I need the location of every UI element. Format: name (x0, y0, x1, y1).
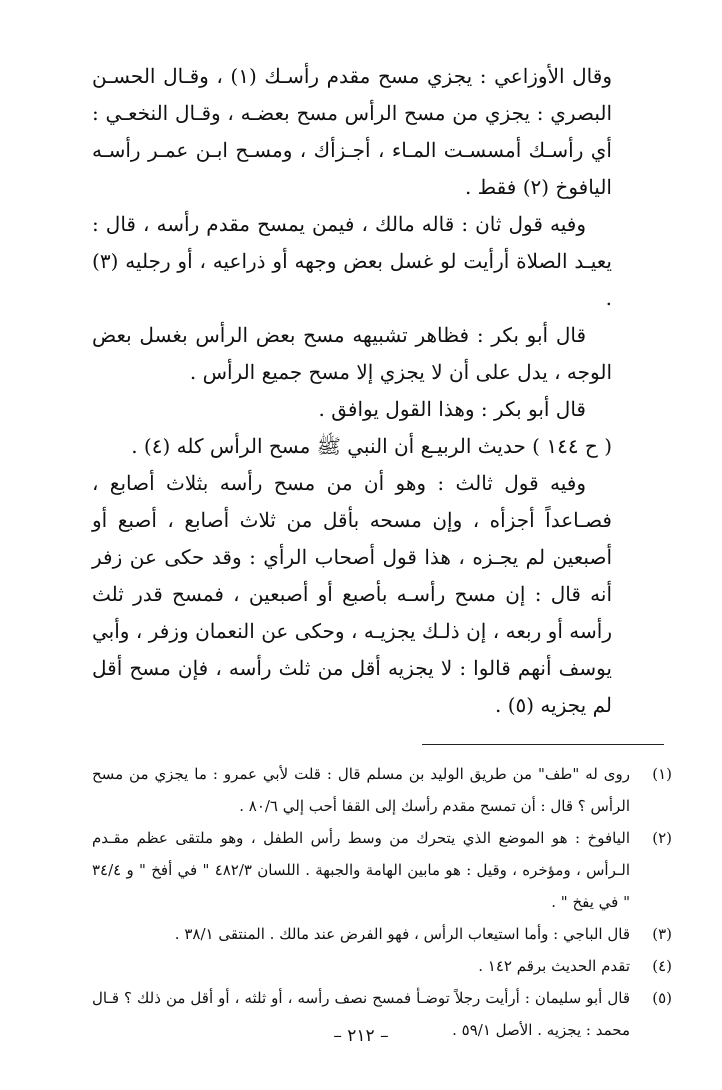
page-number: – ٢١٢ – (333, 1026, 389, 1046)
footnote-number: (٣) (652, 925, 672, 943)
paragraph-2: وفيه قول ثان : قاله مالك ، فيمن يمسح مقدم رأسه ، قال : يعيـد الصلاة أرأيت لو غسل بعض وجهه أو ذراعيه ، أو رجليه (٣) . (92, 212, 612, 310)
footnote-item (92, 758, 672, 822)
footnote-item (92, 950, 672, 982)
footnote-text: اليافوخ : هو الموضع الذي يتحرك من وسط رأس الطفل ، وهو ملتقى عظم مقـدم الـرأس ، ومؤخره ، وقيل : هو مابين الهامة والجبهة . اللسان ٤٨٢/٣ " في أفخ " و ٣٤/٤ " في يفخ " . (92, 829, 630, 911)
footnote-number: (٥) (652, 989, 672, 1007)
paragraph-1: وقال الأوزاعي : يجزي مسح مقدم رأسـك (١) ، وقـال الحسـن البصري : يجزي من مسح الرأس مسح بعضـه ، وقـال النخعـي : أي رأسـك أمسسـت المـاء ، أجـزأك ، ومسـح ابـن عمـر رأسـه اليافوخ (٢) فقط . (92, 64, 612, 199)
footnote-separator (422, 744, 664, 745)
footnote-number: (٢) (652, 829, 672, 847)
footnote-item (92, 822, 672, 918)
paragraph-5: وفيه قول ثالث : وهو أن من مسح رأسه بثلاث أصابع ، فصـاعداً أجزأه ، وإن مسحه بأقل من ثلاث أصابع ، أصبع أو أصبعين لم يجـزه ، هذا قول أصحاب الرأي : وقد حكى عن زفر أنه قال : إن مسح رأسـه بأصبع أو أصبعين ، فمسح قدر ثلث رأسه أو ربعه ، إن ذلـك يجزيـه ، وحكى عن النعمان وزفر ، وأبي يوسف أنهم قالوا : لا يجزيه أقل من ثلث رأسه ، فإن مسح أقل لم يجزيه (٥) . (92, 471, 612, 717)
footnote-number: (٤) (652, 957, 672, 975)
footnote-text: قال أبو سليمان : أرأيت رجلاً توضـأ فمسح نصف رأسه ، أو ثلثه ، أو أقل من ذلك ؟ قـال محمد : يجزيه . الأصل ٥٩/١ . (92, 989, 630, 1039)
hadith-line: ( ح ١٤٤ ) حديث الربيـع أن النبي ﷺ مسح الرأس كله (٤) . (131, 434, 612, 458)
main-text (92, 58, 612, 724)
footnote-text: روى له "طف" من طريق الوليد بن مسلم قال : قلت لأبي عمرو : ما يجزي من مسح الرأس ؟ قال : أن تمسح مقدم رأسك إلى القفا أحب إلي ٨٠/٦ . (92, 765, 630, 815)
footnote-text: تقدم الحديث برقم ١٤٢ . (478, 957, 630, 975)
footnote-item (92, 918, 672, 950)
paragraph-4: قال أبو بكر : وهذا القول يوافق . (318, 397, 586, 421)
footnote-number: (١) (652, 765, 672, 783)
paragraph-3: قال أبو بكر : فظاهر تشبيهه مسح بعض الرأس بغسل بعض الوجه ، يدل على أن لا يجزي إلا مسح جميع الرأس . (92, 323, 612, 384)
footnote-text: قال الباجي : وأما استيعاب الرأس ، فهو الفرض عند مالك . المنتقى ٣٨/١ . (174, 925, 630, 943)
footnotes (92, 758, 672, 1046)
